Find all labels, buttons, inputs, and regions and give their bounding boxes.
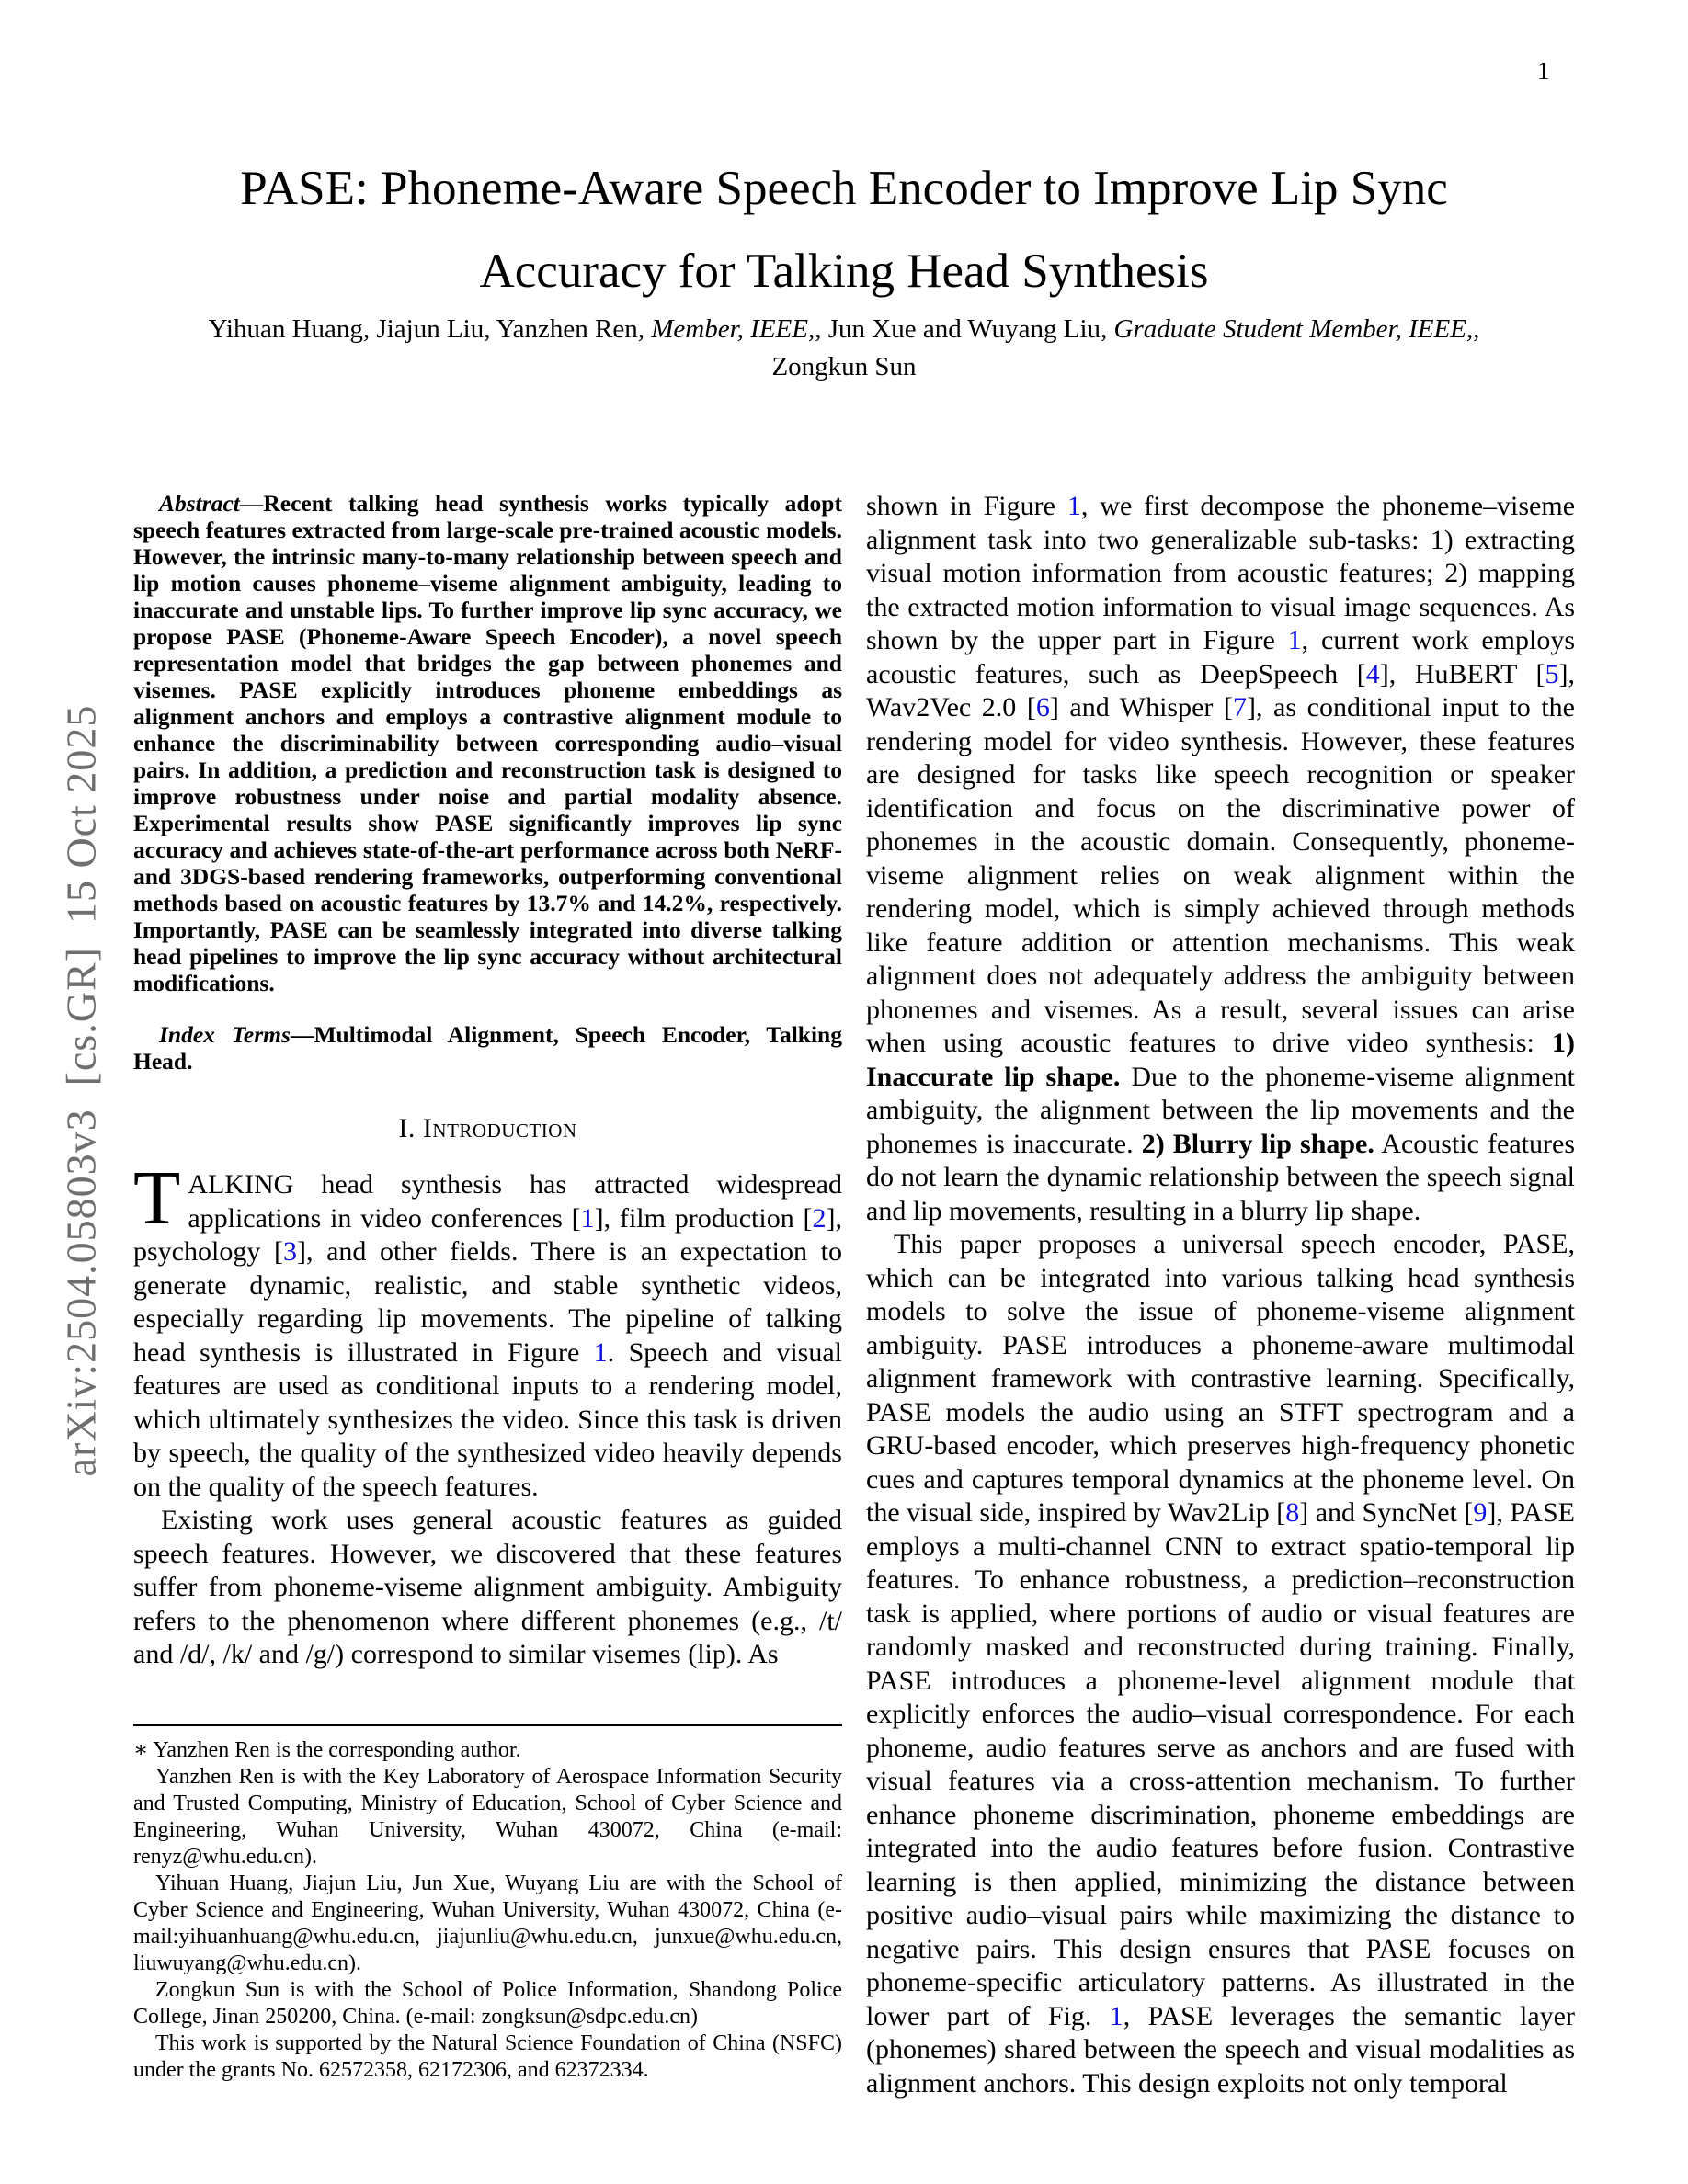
footnote-corresponding-author: ∗ Yanzhen Ren is the corresponding author.	[133, 1738, 521, 1762]
text-segment: Due to the phoneme-viseme alignment ambiguity, the alignment between the lip movements and the phonemes is inaccurate.	[866, 1061, 1575, 1159]
title-line-2: Accuracy for Talking Head Synthesis	[479, 245, 1209, 298]
text-segment: Graduate Student Member, IEEE,	[1113, 314, 1474, 344]
text-segment: , current work employs acoustic features, such as DeepSpeech [	[866, 625, 1575, 689]
footnote-affiliation-sun: Zongkun Sun is with the School of Police Information, Shandong Police College, Jinan 250200, China. (e-mail: zongksun@sdpc.edu.cn)	[133, 1978, 842, 2029]
text-segment: This paper proposes a universal speech encoder, PASE, which can be integrated into various talking head synthesis models to solve the issue of phoneme-viseme alignment ambiguity. PASE introduces a phoneme-aware multimodal alignment framework with contrastive learning. Specifically, PASE models the audio using an STFT spectrogram and a GRU-based encoder, which preserves high-frequency phonetic cues and captures temporal dynamics at the phoneme level. On the visual side, inspired by Wav2Lip [	[866, 1229, 1575, 1528]
citation-link[interactable]: 6	[1035, 692, 1050, 722]
citation-link[interactable]: 1	[580, 1202, 595, 1234]
citation-link[interactable]: 8	[1285, 1497, 1300, 1528]
citation-link[interactable]: 1	[593, 1337, 608, 1368]
text-segment: shown in Figure	[866, 491, 1067, 521]
text-segment: ] and Whisper [	[1049, 692, 1233, 722]
text-segment: Acoustic features do not learn the dynamic relationship between the speech signal and lip movements, resulting in a blurry lip shape.	[866, 1128, 1575, 1226]
footnote-affiliation-ren: Yanzhen Ren is with the Key Laboratory of Aerospace Information Security and Trusted Computing, Ministry of Education, School of Cyber Science and Engineering, Wuhan University, Wuhan 430072, China (e-mail: renyz@whu.edu.cn).	[133, 1765, 842, 1869]
citation-link[interactable]: 2	[812, 1202, 827, 1234]
text-segment: Yihuan Huang, Jiajun Liu, Yanzhen Ren,	[208, 314, 652, 344]
text-segment: ], Wav2Vec 2.0 [	[866, 658, 1575, 722]
index-terms-paragraph	[133, 1021, 842, 1075]
text-segment: , Zongkun Sun	[771, 314, 1480, 381]
text-segment: Abstract	[159, 490, 240, 517]
citation-link[interactable]: 4	[1365, 658, 1380, 689]
text-segment: —Multimodal Alignment, Speech Encoder, Talking Head.	[133, 1021, 842, 1075]
text-segment: ], PASE employs a multi-channel CNN to extract spatio-temporal lip features. To enhance robustness, a prediction–reconstruction task is applied, where portions of audio or visual features are randomly masked and reconstructed during training. Finally, PASE introduces a phoneme-level alignment module that explicitly enforces the audio–visual correspondence. For each phoneme, audio features serve as anchors and are fused with visual features via a cross-attention mechanism. To further enhance phoneme discrimination, phoneme embeddings are integrated into the audio features before fusion. Contrastive learning is then applied, minimizing the distance between positive audio–visual pairs while maximizing the distance to negative pairs. This design ensures that PASE focuses on phoneme-specific articulatory patterns. As illustrated in the lower part of Fig.	[866, 1497, 1575, 2031]
text-segment: ] and SyncNet [	[1299, 1497, 1474, 1528]
text-segment: , we first decompose the phoneme–viseme alignment task into two generalizable sub-tasks: 1) extracting visual motion information from acoustic features; 2) mapping the extracted motion information to visual image sequences. As shown by the upper part in Figure	[866, 491, 1576, 655]
text-segment: ], HuBERT [	[1379, 658, 1545, 689]
text-segment: —Recent talking head synthesis works typically adopt speech features extracted from large-scale pre-trained acoustic models. However, the intrinsic many-to-many relationship between speech and lip motion causes phoneme–viseme alignment ambiguity, leading to inaccurate and unstable lips. To further improve lip sync accuracy, we propose PASE (Phoneme-Aware Speech Encoder), a novel speech representation model that bridges the gap between phonemes and visemes. PASE explicitly introduces phoneme embeddings as alignment anchors and employs a contrastive alignment module to enhance the discriminability between corresponding audio–visual pairs. In addition, a prediction and reconstruction task is designed to improve robustness under noise and partial modality absence. Experimental results show PASE significantly improves lip sync accuracy and achieves state-of-the-art performance across both NeRF- and 3DGS-based rendering frameworks, outperforming conventional methods based on acoustic features by 13.7% and 14.2%, respectively. Importantly, PASE can be seamlessly integrated into diverse talking head pipelines to improve the lip sync accuracy without architectural modifications.	[133, 490, 842, 996]
text-segment: Index Terms	[159, 1021, 291, 1048]
text-segment: ], psychology [	[133, 1202, 843, 1267]
citation-link[interactable]: 1	[1109, 2000, 1123, 2031]
arxiv-watermark: arXiv:2504.05803v3 [cs.GR] 15 Oct 2025	[57, 704, 105, 1477]
title-line-1: PASE: Phoneme-Aware Speech Encoder to Improve Lip Sync	[240, 162, 1448, 215]
text-segment: 2) Blurry lip shape.	[1141, 1128, 1374, 1159]
right-column	[866, 490, 1575, 2100]
footnote-funding: This work is supported by the Natural Science Foundation of China (NSFC) under the grants No. 62572358, 62172306, and 62372334.	[133, 2031, 842, 2082]
text-segment: , Jun Xue and Wuyang Liu,	[815, 314, 1114, 344]
paper-title	[123, 147, 1565, 313]
citation-link[interactable]: 7	[1232, 692, 1247, 722]
text-segment: ALKING head synthesis has attracted widespread applications in video conferences [	[188, 1169, 842, 1234]
body-paragraph-continuation	[866, 490, 1575, 1228]
text-segment: Member, IEEE,	[651, 314, 815, 344]
body-paragraph-pase-overview	[866, 1228, 1575, 2100]
citation-link[interactable]: 9	[1473, 1497, 1488, 1528]
text-segment: , PASE leverages the semantic layer (phonemes) shared between the speech and visual modalities as alignment anchors. This design exploits not only temporal	[866, 2000, 1575, 2099]
text-segment: . Speech and visual features are used as conditional inputs to a rendering model, which ultimately synthesizes the video. Since this task is driven by speech, the quality of the synthesized video heavily depends on the quality of the speech features.	[133, 1337, 842, 1502]
authors-line	[178, 311, 1510, 386]
intro-paragraph-2	[133, 1504, 842, 1672]
abstract-paragraph	[133, 490, 842, 996]
section-heading-introduction: I. Introduction	[398, 1113, 577, 1143]
citation-link[interactable]: 1	[1066, 491, 1081, 521]
citation-link[interactable]: 5	[1545, 658, 1559, 689]
intro-paragraph-1	[133, 1155, 843, 1504]
drop-cap: T	[133, 1155, 181, 1241]
text-segment: Existing work uses general acoustic features as guided speech features. However, we discovered that these features suffer from phoneme-viseme alignment ambiguity. Ambiguity refers to the phenomenon where different phonemes (e.g., /t/ and /d/, /k/ and /g/) correspond to similar visemes (lip). As	[133, 1505, 842, 1669]
text-segment: ], film production [	[594, 1202, 813, 1234]
citation-link[interactable]: 3	[282, 1236, 297, 1267]
footnote-block	[133, 1724, 842, 2084]
footnote-affiliation-huang: Yihuan Huang, Jiajun Liu, Jun Xue, Wuyang Liu are with the School of Cyber Science and Engineering, Wuhan University, Wuhan 430072, China (e-mail:yihuanhuang@whu.edu.cn, jiajunliu@whu.edu.cn, junxue@whu.edu.cn, liuwuyang@whu.edu.cn).	[133, 1871, 842, 1975]
text-segment: ], as conditional input to the rendering model for video synthesis. However, these features are designed for tasks like speech recognition or speaker identification and focus on the discriminative power of phonemes in the acoustic domain. Consequently, phoneme-viseme alignment relies on weak alignment within the rendering model, which is simply achieved through methods like feature addition or attention mechanisms. This weak alignment does not adequately address the ambiguity between phonemes and visemes. As a result, several issues can arise when using acoustic features to drive video synthesis:	[866, 692, 1575, 1058]
page-number: 1	[1537, 57, 1550, 85]
text-segment: 1) Inaccurate lip shape.	[866, 1028, 1575, 1092]
footnote-rule	[133, 1724, 842, 1726]
text-segment: ], and other fields. There is an expectation to generate dynamic, realistic, and stable synthetic videos, especially regarding lip movements. The pipeline of talking head synthesis is illustrated in Figure	[133, 1236, 842, 1368]
citation-link[interactable]: 1	[1287, 625, 1302, 655]
